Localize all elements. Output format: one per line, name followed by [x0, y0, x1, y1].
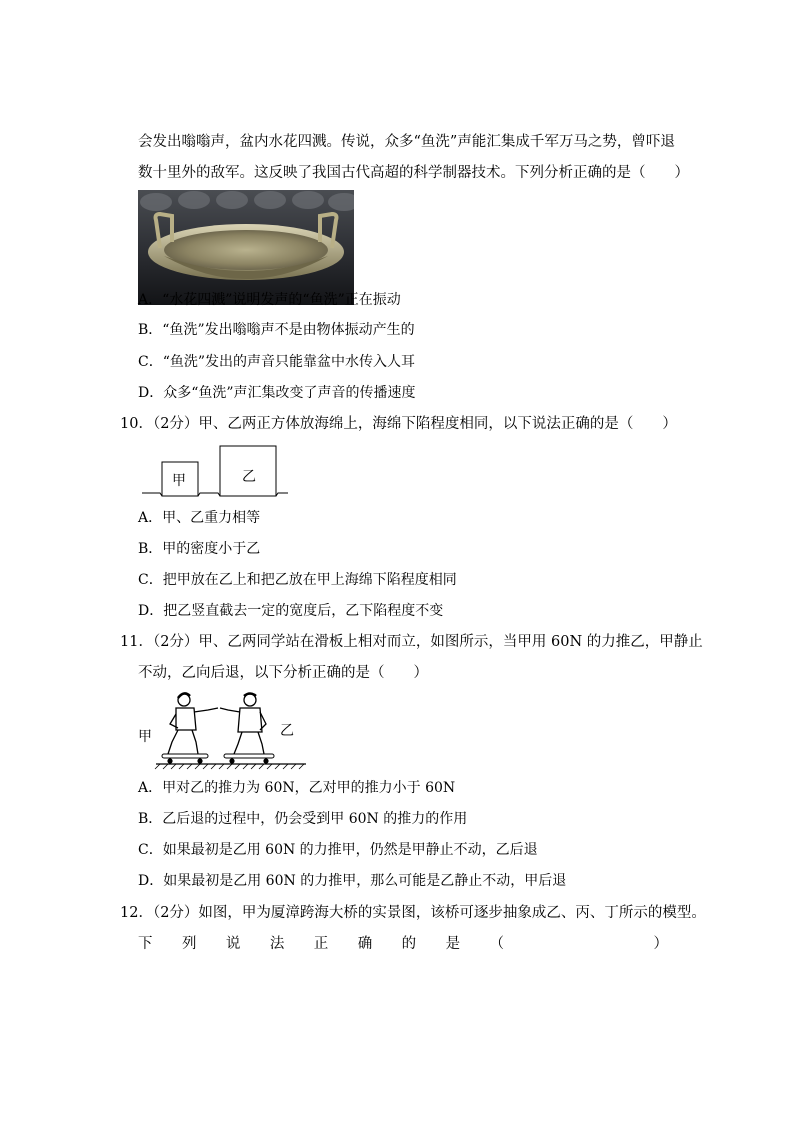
- q10-stem: 10．（2分）甲、乙两正方体放海绵上，海绵下陷程度相同，以下说法正确的是（ ）: [120, 416, 677, 432]
- fish-basin-photo: [138, 190, 354, 305]
- q12-char: 是: [445, 936, 461, 952]
- q9-option-c: C．“鱼洗”发出的声音只能靠盆中水传入人耳: [138, 354, 416, 370]
- q9-option-d: D．众多“鱼洗”声汇集改变了声音的传播速度: [138, 385, 416, 401]
- q12-char: ）: [653, 936, 668, 952]
- q12-char: （: [489, 936, 504, 952]
- sponge-cubes-diagram: [140, 444, 290, 500]
- q11-stem-line1: 11．（2分）甲、乙两同学站在滑板上相对而立，如图所示，当甲用 60N 的力推乙，甲静止: [120, 634, 703, 650]
- q12-char: 说: [225, 936, 241, 952]
- student-a-label: 甲: [138, 729, 152, 745]
- q11-option-d: D．如果最初是乙用 60N 的力推甲，那么可能是乙静止不动，甲后退: [138, 873, 567, 889]
- q12-char: 下: [138, 936, 153, 952]
- q12-char: 法: [269, 936, 285, 952]
- q12-stem-line2: [138, 934, 668, 954]
- q12-char: 列: [181, 936, 197, 952]
- q9-option-b: B．“鱼洗”发出嗡嗡声不是由物体振动产生的: [138, 322, 415, 338]
- q11-option-c: C．如果最初是乙用 60N 的力推甲，仍然是甲静止不动，乙后退: [138, 842, 538, 858]
- q9-option-a: A．“水花四溅”说明发声的“鱼洗”正在振动: [138, 292, 401, 308]
- q9-stem-line2: 数十里外的敌军。这反映了我国古代高超的科学制器技术。下列分析正确的是（ ）: [138, 165, 689, 181]
- q12-char: 正: [313, 936, 329, 952]
- student-b-label: 乙: [280, 723, 294, 739]
- q12-stem-line1: 12．（2分）如图，甲为厦漳跨海大桥的实景图，该桥可逐步抽象成乙、丙、丁所示的模型。: [120, 905, 706, 921]
- skateboard-push-diagram: [138, 690, 308, 770]
- q11-stem-line2: 不动，乙向后退，以下分析正确的是（ ）: [138, 665, 428, 681]
- q10-option-b: B．甲的密度小于乙: [138, 541, 261, 557]
- q11-option-b: B．乙后退的过程中，仍会受到甲 60N 的推力的作用: [138, 811, 468, 827]
- q12-char: 的: [401, 936, 417, 952]
- q10-option-c: C．把甲放在乙上和把乙放在甲上海绵下陷程度相同: [138, 572, 457, 588]
- cube-b-label: 乙: [242, 469, 256, 485]
- q10-option-a: A．甲、乙重力相等: [138, 510, 261, 526]
- q12-char: 确: [357, 936, 373, 952]
- cube-a-label: 甲: [172, 473, 186, 489]
- q11-option-a: A．甲对乙的推力为 60N，乙对甲的推力小于 60N: [138, 780, 456, 796]
- q9-stem-line1: 会发出嗡嗡声，盆内水花四溅。传说，众多“鱼洗”声能汇集成千军万马之势，曾吓退: [138, 134, 675, 150]
- q10-option-d: D．把乙竖直截去一定的宽度后，乙下陷程度不变: [138, 603, 444, 619]
